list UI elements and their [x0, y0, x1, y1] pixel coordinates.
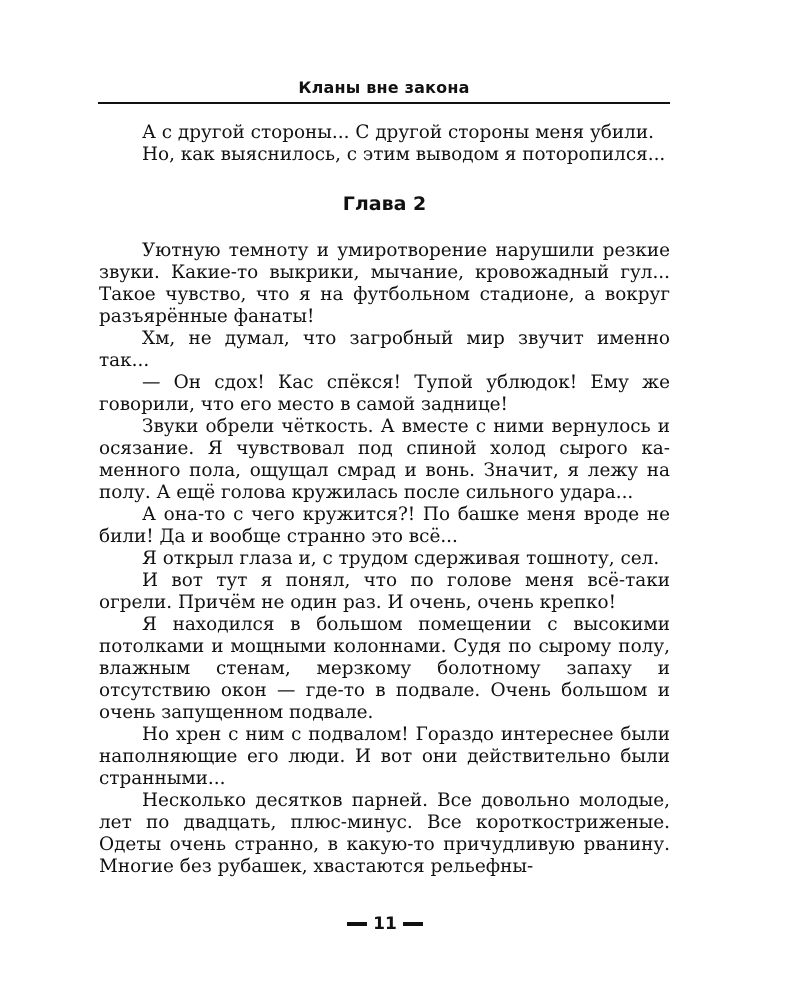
folio-dash-left [347, 922, 367, 926]
paragraph: Но, как выяснилось, с этим выводом я поторопился... [142, 144, 666, 165]
paragraph: А с другой стороны... С другой стороны меня убили. [142, 122, 654, 143]
running-head [98, 76, 670, 104]
paragraph: А она-то с чего кружится?! По башке меня вроде не били! Да и вообще странно это всё... [99, 504, 670, 547]
paragraph: Звуки обрели чёткость. А вместе с ними вернулось и осязание. Я чувствовал под спиной холод сырого каменного пола, ощущал смрад и вонь. Значит, я лежу на полу. А ещё голова кружилась после сильного удара... [99, 416, 670, 503]
chapter-heading: Глава 2 [342, 193, 427, 215]
running-title: Кланы вне закона [298, 78, 470, 97]
folio-dash-right [403, 922, 423, 926]
paragraph: Я находился в большом помещении с высокими потолками и мощными колоннами. Судя по сырому полу, влажным стенам, мерзкому болотному запаху и отсутствию окон — где-то в подвале. Очень большом и очень запущенном подвале. [99, 614, 670, 723]
page-footer [0, 912, 770, 936]
paragraph: Хм, не думал, что загробный мир звучит именно так... [99, 328, 670, 371]
paragraph: Несколько десятков парней. Все довольно молодые, лет по двадцать, плюс-минус. Все короткостриженые. Одеты очень странно, в какую-то причудливую рванину. Многие без рубашек, хвастаются рельефны- [99, 790, 670, 877]
paragraph: И вот тут я понял, что по голове меня всё-таки огрели. Причём не один раз. И очень, очень крепко! [99, 570, 670, 613]
paragraph: — Он сдох! Кас спёкся! Тупой ублюдок! Ему же говорили, что его место в самой заднице! [99, 372, 670, 415]
paragraph: Уютную темноту и умиротворение нарушили резкие звуки. Какие-то выкрики, мычание, кровожадный гул... Такое чувство, что я на футбольном стадионе, а вокруг разъярённые фанаты! [99, 240, 670, 327]
page-number: 11 [373, 914, 397, 934]
page-body [99, 122, 670, 878]
paragraph: Но хрен с ним с подвалом! Гораздо интереснее были наполняющие его люди. И вот они действительно были странными... [99, 724, 670, 789]
paragraph: Я открыл глаза и, с трудом сдерживая тошноту, сел. [142, 548, 660, 569]
